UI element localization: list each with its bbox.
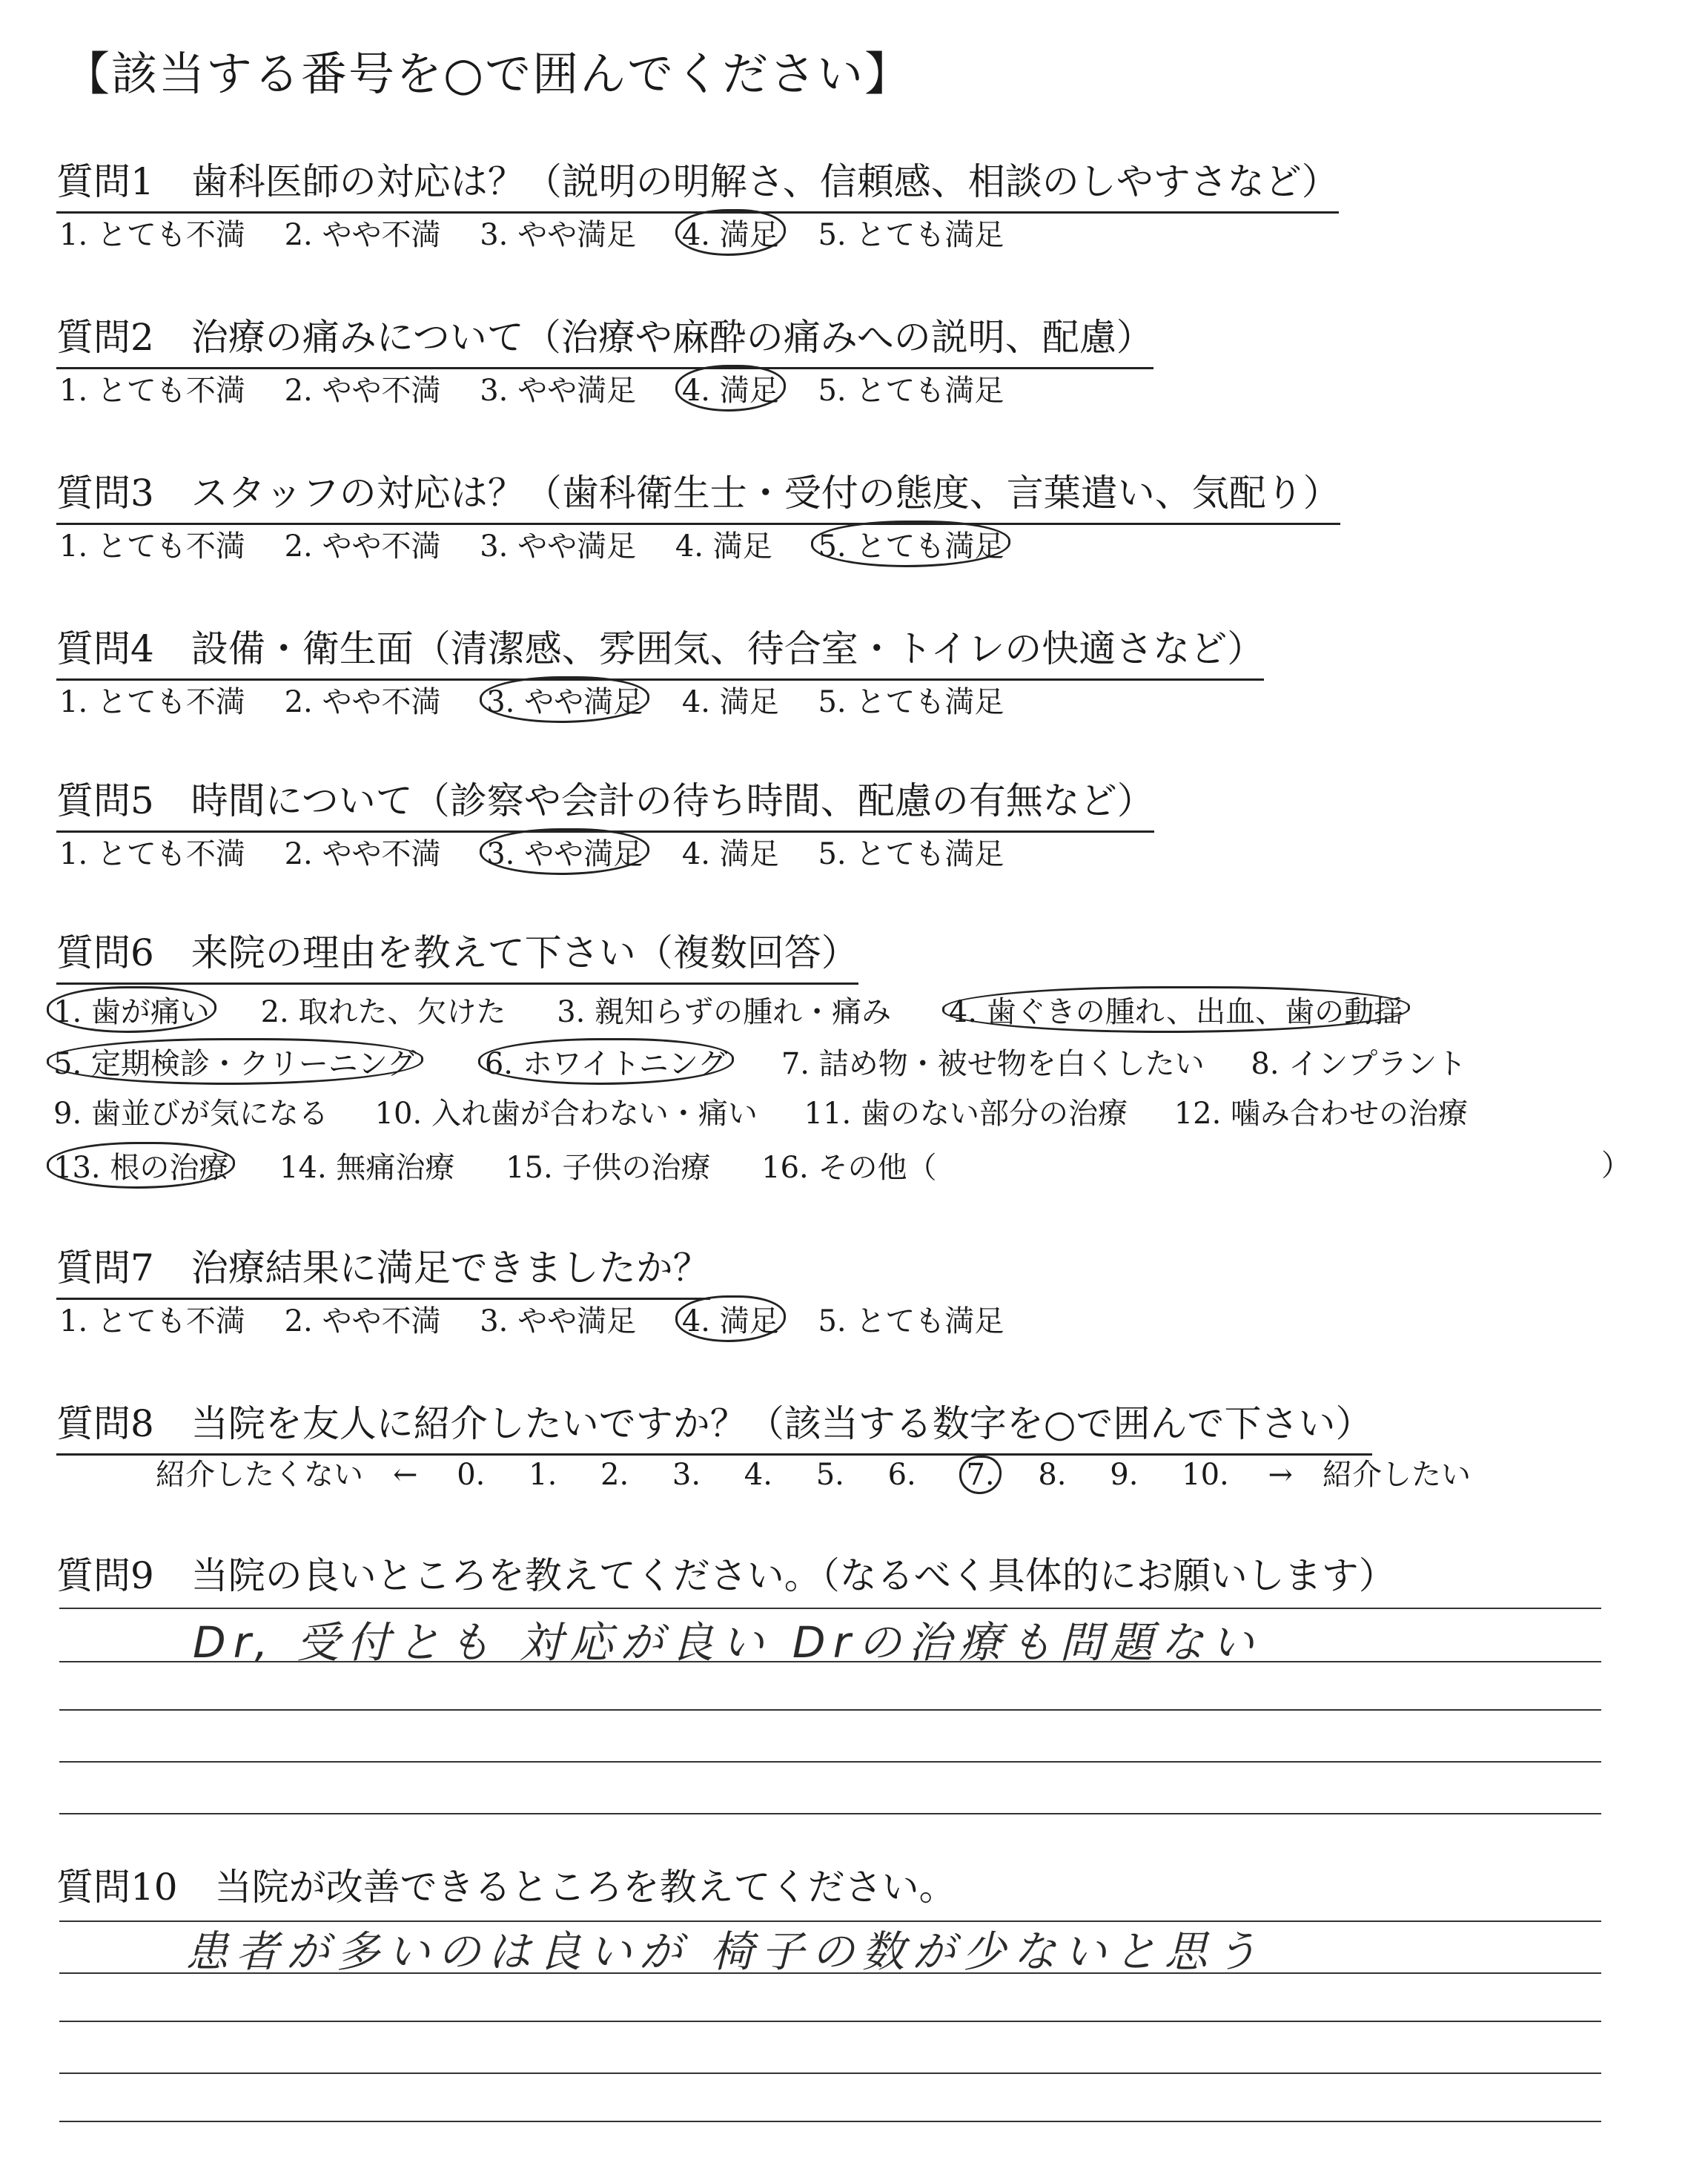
- q7-options: [59, 1295, 1004, 1342]
- q3-option-5-selected[interactable]: 5. とても満足: [811, 521, 1010, 567]
- q5-option-5[interactable]: 5. とても満足: [818, 837, 1004, 871]
- q6-row-2: [53, 1038, 1466, 1085]
- q7-option-5[interactable]: 5. とても満足: [818, 1304, 1004, 1338]
- q6-row-3: [53, 1090, 1468, 1132]
- q9-answer-line-2: [59, 1661, 1601, 1662]
- q6-option-7[interactable]: 7. 詰め物・被せ物を白くしたい: [781, 1047, 1205, 1081]
- q6-row-1: [53, 986, 1403, 1033]
- q6-option-5-selected[interactable]: 5. 定期検診・クリーニング: [47, 1038, 423, 1085]
- q6-option-9[interactable]: 9. 歯並びが気になる: [53, 1097, 328, 1131]
- q6-option-6-selected[interactable]: 6. ホワイトニング: [478, 1038, 734, 1085]
- q8-value-8[interactable]: 8.: [1038, 1458, 1067, 1492]
- q3-option-3[interactable]: 3. やや満足: [480, 529, 637, 564]
- q8-right-label: → 紹介したい: [1268, 1458, 1471, 1492]
- q6-heading: 質問6 来院の理由を教えて下さい（複数回答）: [56, 923, 858, 985]
- q6-option-2[interactable]: 2. 取れた、欠けた: [260, 995, 506, 1029]
- q4-option-3-selected[interactable]: 3. やや満足: [480, 676, 649, 723]
- q2-option-2[interactable]: 2. やや不満: [284, 374, 441, 408]
- q1-option-3[interactable]: 3. やや満足: [480, 218, 637, 252]
- q4-heading: 質問4 設備・衛生面（清潔感、雰囲気、待合室・トイレの快適さなど）: [56, 619, 1264, 681]
- q8-value-10[interactable]: 10.: [1182, 1458, 1229, 1492]
- q1-heading: 質問1 歯科医師の対応は？（説明の明解さ、信頼感、相談のしやすさなど）: [56, 152, 1339, 214]
- q1-option-2[interactable]: 2. やや不満: [284, 218, 441, 252]
- q6-option-12[interactable]: 12. 噛み合わせの治療: [1174, 1097, 1469, 1131]
- q9-answer-line-3: [59, 1709, 1601, 1711]
- q7-heading: 質問7 治療結果に満足できましたか？: [56, 1238, 710, 1300]
- q6-option-4-selected[interactable]: 4. 歯ぐきの腫れ、出血、歯の動揺: [942, 986, 1410, 1033]
- q6-option-8[interactable]: 8. インプラント: [1251, 1047, 1467, 1081]
- q6-option-10[interactable]: 10. 入れ歯が合わない・痛い: [374, 1097, 758, 1131]
- q1-option-1[interactable]: 1. とても不満: [59, 218, 245, 252]
- q8-heading: 質問8 当院を友人に紹介したいですか？（該当する数字を○で囲んで下さい）: [56, 1394, 1372, 1456]
- q5-heading: 質問5 時間について（診察や会計の待ち時間、配慮の有無など）: [56, 771, 1154, 833]
- q3-options: [59, 521, 1004, 567]
- q4-option-1[interactable]: 1. とても不満: [59, 685, 245, 719]
- q2-option-3[interactable]: 3. やや満足: [480, 374, 637, 408]
- q4-option-5[interactable]: 5. とても満足: [818, 685, 1004, 719]
- q6-option-14[interactable]: 14. 無痛治療: [279, 1151, 455, 1185]
- q4-option-2[interactable]: 2. やや不満: [284, 685, 441, 719]
- q10-heading: 質問10 当院が改善できるところを教えてください。: [56, 1866, 956, 1909]
- q4-option-4[interactable]: 4. 満足: [681, 685, 779, 719]
- q6-option-1-selected[interactable]: 1. 歯が痛い: [47, 986, 216, 1033]
- q8-value-9[interactable]: 9.: [1110, 1458, 1139, 1492]
- q5-option-1[interactable]: 1. とても不満: [59, 837, 245, 871]
- q2-option-5[interactable]: 5. とても満足: [818, 374, 1004, 408]
- q3-heading: 質問3 スタッフの対応は？（歯科衛生士・受付の態度、言葉遣い、気配り）: [56, 463, 1340, 525]
- q7-option-4-selected[interactable]: 4. 満足: [675, 1295, 786, 1342]
- q2-options: [59, 365, 1004, 412]
- q5-options: [59, 828, 1004, 875]
- q6-row-4: [53, 1142, 936, 1189]
- q10-answer-line-5: [59, 2121, 1601, 2122]
- q3-option-4[interactable]: 4. 満足: [675, 529, 772, 564]
- q8-scale: [156, 1451, 1471, 1493]
- q9-answer-line-4: [59, 1761, 1601, 1763]
- q2-heading: 質問2 治療の痛みについて（治療や麻酔の痛みへの説明、配慮）: [56, 308, 1153, 369]
- q9-heading: 質問9 当院の良いところを教えてください。（なるべく具体的にお願いします）: [56, 1554, 1396, 1597]
- q3-option-2[interactable]: 2. やや不満: [284, 529, 441, 564]
- q3-option-1[interactable]: 1. とても不満: [59, 529, 245, 564]
- q2-option-1[interactable]: 1. とても不満: [59, 374, 245, 408]
- q6-option-15[interactable]: 15. 子供の治療: [506, 1151, 711, 1185]
- q7-option-2[interactable]: 2. やや不満: [284, 1304, 441, 1338]
- q6-other-close-paren: ）: [1601, 1149, 1631, 1183]
- q10-answer-line-2: [59, 1972, 1601, 1974]
- q1-options: [59, 209, 1004, 256]
- q10-answer-line-3: [59, 2021, 1601, 2022]
- q1-option-5[interactable]: 5. とても満足: [818, 218, 1004, 252]
- q10-answer-line-4: [59, 2073, 1601, 2074]
- q6-option-3[interactable]: 3. 親知らずの腫れ・痛み: [557, 995, 892, 1029]
- q8-value-4[interactable]: 4.: [744, 1458, 772, 1492]
- q7-option-3[interactable]: 3. やや満足: [480, 1304, 637, 1338]
- q8-value-3[interactable]: 3.: [672, 1458, 701, 1492]
- q8-value-2[interactable]: 2.: [600, 1458, 629, 1492]
- q7-option-1[interactable]: 1. とても不満: [59, 1304, 245, 1338]
- q1-option-4-selected[interactable]: 4. 満足: [675, 209, 786, 256]
- q8-value-6[interactable]: 6.: [887, 1458, 916, 1492]
- q8-value-5[interactable]: 5.: [815, 1458, 844, 1492]
- q6-option-11[interactable]: 11. 歯のない部分の治療: [804, 1097, 1128, 1131]
- q8-value-7-selected[interactable]: 7.: [959, 1456, 1001, 1494]
- page-title: 【該当する番号を○で囲んでください】: [64, 47, 913, 101]
- q10-handwritten-answer[interactable]: 患者が多いのは良いが 椅子の数が少ないと思う: [185, 1926, 1265, 1977]
- q8-value-0[interactable]: 0.: [457, 1458, 486, 1492]
- q5-option-2[interactable]: 2. やや不満: [284, 837, 441, 871]
- q6-option-13-selected[interactable]: 13. 根の治療: [47, 1142, 235, 1189]
- q4-options: [59, 676, 1004, 723]
- q8-left-label: 紹介したくない ←: [156, 1458, 418, 1492]
- q5-option-4[interactable]: 4. 満足: [681, 837, 779, 871]
- q9-handwritten-answer[interactable]: Dr, 受付とも 対応が良い Drの治療も問題ない: [193, 1617, 1262, 1668]
- q2-option-4-selected[interactable]: 4. 満足: [675, 365, 786, 412]
- q9-answer-line-5: [59, 1813, 1601, 1814]
- q8-value-1[interactable]: 1.: [529, 1458, 557, 1492]
- q5-option-3-selected[interactable]: 3. やや満足: [480, 828, 649, 875]
- q6-option-16[interactable]: 16. その他（: [761, 1151, 937, 1185]
